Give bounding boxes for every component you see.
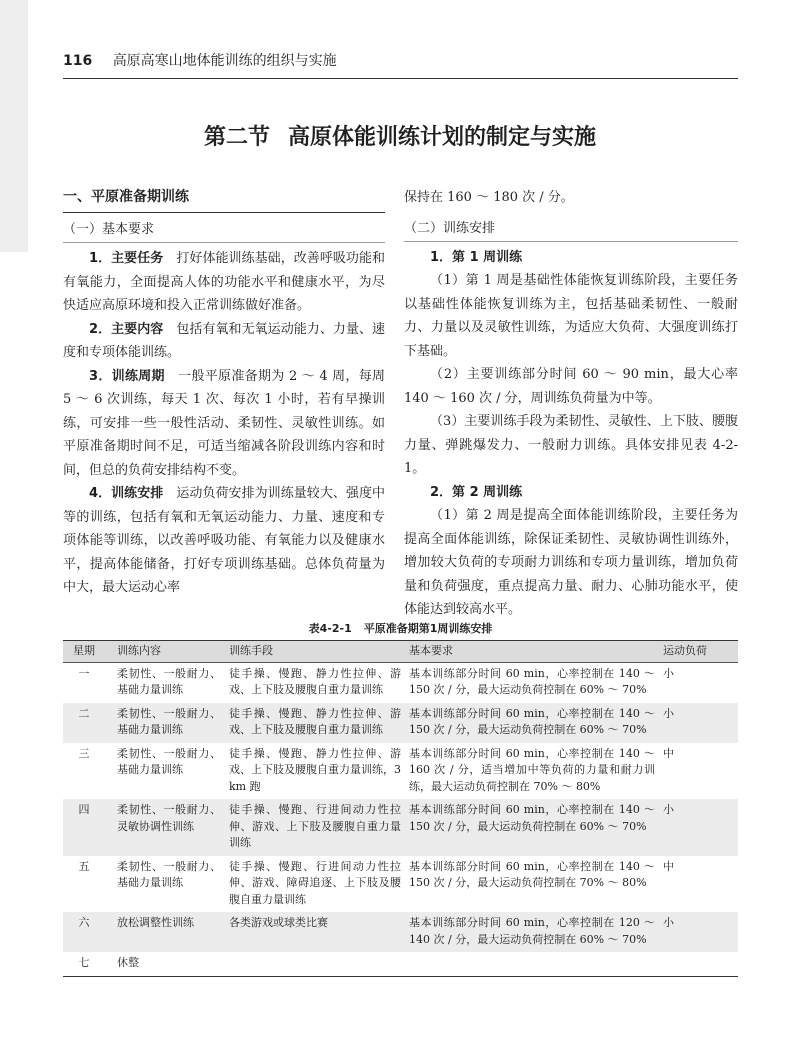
cell-content: 柔韧性、一般耐力、基础力量训练 — [117, 859, 221, 889]
section-number: 第二节 — [203, 125, 270, 150]
book-title: 高原高寒山地体能训练的组织与实施 — [112, 53, 337, 69]
item-label: 2．主要内容 — [89, 321, 164, 337]
table-number: 表4-2-1 — [308, 622, 352, 635]
right-column — [404, 184, 738, 622]
cell-day: 六 — [63, 912, 113, 952]
left-column — [63, 184, 385, 600]
cell-day: 七 — [63, 952, 113, 976]
cell-day: 三 — [78, 746, 90, 760]
cell-content: 柔韧性、一般耐力、基础力量训练 — [113, 703, 225, 743]
item-label: 4．训练安排 — [89, 486, 164, 501]
section-title — [0, 122, 800, 154]
subheading-training-arrangement: （二）训练安排 — [404, 218, 738, 242]
table-header-row — [63, 641, 738, 663]
item-label: 1．主要任务 — [89, 251, 164, 266]
cell-requirements: 基本训练部分时间 60 min，心率控制在 140 ～ 150 次 / 分，最大运动负荷控制在 60% ～ 70% — [405, 799, 659, 856]
page-number: 116 — [63, 53, 93, 69]
cell-load: 小 — [659, 703, 738, 743]
running-head — [63, 50, 738, 79]
heading-plain-prep: 一、平原准备期训练 — [63, 184, 385, 213]
table-title: 平原准备期第1周训练安排 — [363, 622, 493, 635]
training-table — [63, 640, 738, 977]
week1-para-1: （1）第 1 周是基础性体能恢复训练阶段，主要任务以基础性体能恢复训练为主，包括基础柔韧性、一般耐力、力量以及灵敏性训练，为适应大负荷、大强度训练打下基础。 — [404, 273, 738, 359]
cell-requirements: 基本训练部分时间 60 min，心率控制在 140 ～ 150 次 / 分，最大运动负荷控制在 60% ～ 70% — [405, 703, 659, 743]
item-label: 3．训练周期 — [89, 368, 165, 384]
item-text: 运动负荷安排为训练量较大、强度中等的训练，包括有氧和无氧运动能力、力量、速度和专项体能等训练，以改善呼吸功能、有氧能力以及健康水平，提高体能储备，打好专项训练基础。总体负荷量为中大，最大运动心率 — [63, 486, 385, 595]
cell-load: 中 — [663, 746, 674, 760]
cell-day: 五 — [78, 859, 90, 873]
item-text: 一般平原准备期为 2 ～ 4 周，每周 5 ～ 6 次训练，每天 1 次、每次 1 小时，若有早操训练，可安排一些一般性活动、柔韧性、灵敏性训练。如平原准备期时间不足，可适当缩减各阶段训练内容和时间，但总的负荷安排结构不变。 — [63, 368, 385, 478]
cell-content: 柔韧性、一般耐力、基础力量训练 — [117, 746, 221, 776]
cell-content: 休整 — [113, 952, 225, 976]
cell-day: 二 — [63, 703, 113, 743]
item-main-content — [63, 318, 385, 365]
table-row — [63, 703, 738, 743]
table-row — [63, 662, 738, 703]
header-means: 训练手段 — [225, 641, 405, 663]
cell-day: 四 — [63, 799, 113, 856]
cell-requirements — [405, 952, 659, 976]
table-row — [63, 912, 738, 952]
cell-means: 徒手操、慢跑、行进间动力性拉伸、游戏、障碍追逐、上下肢及腰腹自重力量训练 — [229, 859, 401, 906]
item-main-task — [63, 247, 385, 318]
table-row — [63, 856, 738, 913]
cell-day: 一 — [78, 666, 90, 680]
item-text: 包括有氧和无氧运动能力、力量、速度和专项体能训练。 — [63, 321, 385, 360]
cell-means — [225, 952, 405, 976]
cell-means: 徒手操、慢跑、行进间动力性拉伸、游戏、上下肢及腰腹自重力量训练 — [225, 799, 405, 856]
cell-requirements: 基本训练部分时间 60 min，心率控制在 140 ～ 150 次 / 分，最大运动负荷控制在 60% ～ 70% — [409, 666, 655, 696]
cell-load: 小 — [659, 799, 738, 856]
table-row — [63, 743, 738, 800]
cell-means: 各类游戏或球类比赛 — [225, 912, 405, 952]
cell-requirements: 基本训练部分时间 60 min，心率控制在 140 ～ 160 次 / 分，适当增加中等负荷的力量和耐力训练，最大运动负荷控制在 70% ～ 80% — [409, 746, 655, 793]
item-text: 打好体能训练基础，改善呼吸功能和有氧能力，全面提高人体的功能水平和健康水平，为尽快适应高原环境和投入正常训练做好准备。 — [63, 251, 385, 313]
cell-content: 柔韧性、一般耐力、基础力量训练 — [117, 666, 221, 696]
header-day: 星期 — [63, 641, 113, 663]
table-row — [63, 799, 738, 856]
cell-load: 小 — [663, 666, 674, 680]
continuation-text: 保持在 160 ～ 180 次 / 分。 — [404, 190, 574, 205]
header-requirements: 基本要求 — [405, 641, 659, 663]
week1-title: 1．第 1 周训练 — [430, 249, 523, 265]
cell-load — [659, 952, 738, 976]
section-heading: 高原体能训练计划的制定与实施 — [288, 125, 597, 150]
cell-load: 中 — [663, 859, 674, 873]
cell-load: 小 — [659, 912, 738, 952]
cell-content: 放松调整性训练 — [113, 912, 225, 952]
cell-means: 徒手操、慢跑、静力性拉伸、游戏、上下肢及腰腹自重力量训练 — [225, 703, 405, 743]
cell-means: 徒手操、慢跑、静力性拉伸、游戏、上下肢及腰腹自重力量训练，3 km 跑 — [229, 746, 401, 793]
week2-title: 2．第 2 周训练 — [430, 484, 523, 500]
item-training-arrangement — [63, 482, 385, 600]
week2-para-1: （1）第 2 周是提高全面体能训练阶段，主要任务为提高全面体能训练，除保证柔韧性、灵敏协调性训练外，增加较大负荷的专项耐力训练和专项力量训练，增加负荷量和负荷强度，重点提高力量、耐力、心肺功能水平，使体能达到较高水平。 — [404, 508, 738, 617]
week1-para-2: （2）主要训练部分时间 60 ～ 90 min，最大心率 140 ～ 160 次 / 分，周训练负荷量为中等。 — [404, 367, 738, 406]
header-content: 训练内容 — [113, 641, 225, 663]
subheading-basic-requirements: （一）基本要求 — [63, 219, 385, 243]
item-training-cycle — [63, 365, 385, 483]
table-caption — [63, 620, 738, 638]
header-load: 运动负荷 — [659, 641, 738, 663]
cell-requirements: 基本训练部分时间 60 min，心率控制在 140 ～ 150 次 / 分，最大运动负荷控制在 70% ～ 80% — [409, 859, 655, 889]
cell-means: 徒手操、慢跑、静力性拉伸、游戏、上下肢及腰腹自重力量训练 — [229, 666, 401, 696]
cell-requirements: 基本训练部分时间 60 min，心率控制在 120 ～ 140 次 / 分，最大运动负荷控制在 60% ～ 70% — [405, 912, 659, 952]
table-row — [63, 952, 738, 976]
cell-content: 柔韧性、一般耐力、灵敏协调性训练 — [113, 799, 225, 856]
week1-para-3: （3）主要训练手段为柔韧性、灵敏性、上下肢、腰腹力量、弹跳爆发力、一般耐力训练。具体安排见表 4-2-1。 — [404, 414, 738, 476]
